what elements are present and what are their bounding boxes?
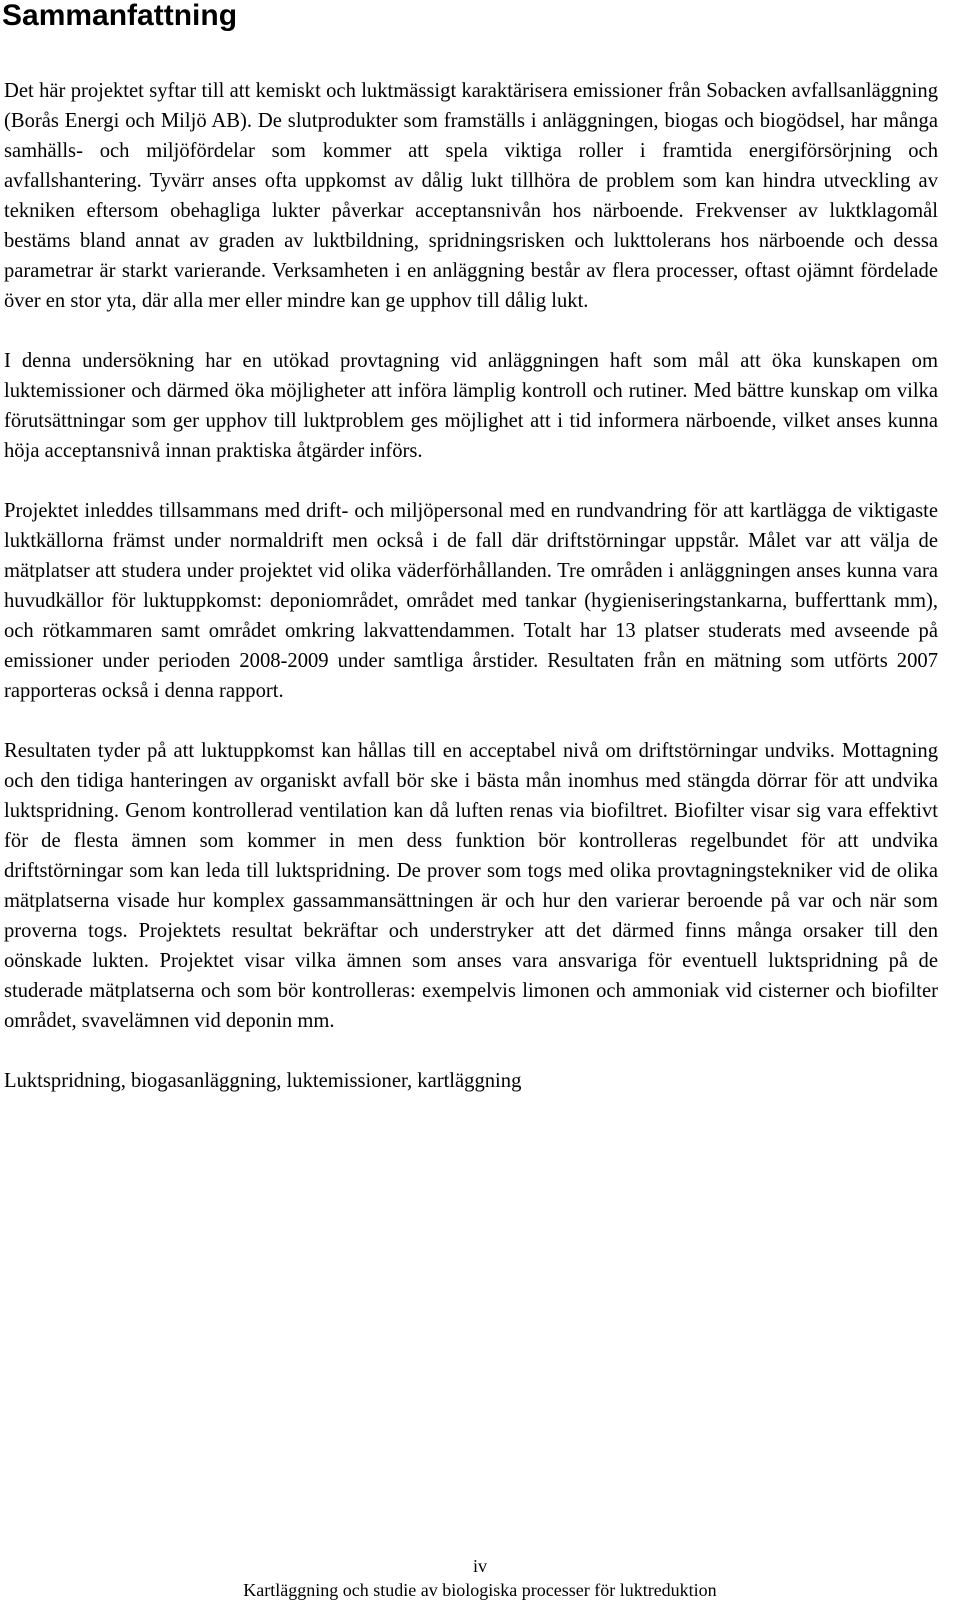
- page-number: iv: [472, 1556, 487, 1576]
- paragraph-investigation: I denna undersökning har en utökad provtagning vid anläggningen haft som mål att öka kunskapen om luktemissioner och därmed öka möjligheter att införa lämplig kontroll och rutiner. Med bättre kunskap om vilka förutsättningar som ger upphov till luktproblem ges möjlighet att i tid informera närboende, vilket anses kunna höja acceptansnivå innan praktiska åtgärder införs.: [4, 350, 938, 462]
- keywords: Luktspridning, biogasanläggning, luktemissioner, kartläggning: [4, 1070, 522, 1092]
- paragraph-results: Resultaten tyder på att luktuppkomst kan hållas till en acceptabel nivå om driftstörningar undviks. Mottagning och den tidiga hanteringen av organiskt avfall bör ske i bästa mån inomhus med stängda dörrar för att undvika luktspridning. Genom kontrollerad ventilation kan då luften renas via biofiltret. Biofilter visar sig vara effektivt för de flesta ämnen som kommer in men dess funktion bör kontrolleras regelbundet för att undvika driftstörningar som kan leda till luktspridning. De prover som togs med olika provtagningstekniker vid de olika mätplatserna visade hur komplex gassammansättningen är och hur den varierar beroende på var och när som proverna togs. Projektets resultat bekräftar och understryker att det därmed finns många orsaker till den oönskade lukten. Projektet visar vilka ämnen som anses vara ansvariga för eventuell luktspridning på de studerade mätplatserna och som bör kontrolleras: exempelvis limonen och ammoniak vid cisterner och biofilter området, svavelämnen vid deponin mm.: [4, 740, 938, 1032]
- paragraph-method: Projektet inleddes tillsammans med drift- och miljöpersonal med en rundvandring för att kartlägga de viktigaste luktkällorna främst under normaldrift men också i de fall där driftstörningar uppstår. Målet var att välja de mätplatser att studera under projektet vid olika väderförhållanden. Tre områden i anläggningen anses kunna vara huvudkällor för luktuppkomst: deponiområdet, området med tankar (hygieniseringstankarna, bufferttank mm), och rötkammaren samt området omkring lakvattendammen. Totalt har 13 platser studerats med avseende på emissioner under perioden 2008-2009 under samtliga årstider. Resultaten från en mätning som utförts 2007 rapporteras också i denna rapport.: [4, 500, 938, 702]
- running-title: Kartläggning och studie av biologiska processer för luktreduktion: [243, 1580, 717, 1600]
- page-title: Sammanfattning: [2, 0, 238, 32]
- paragraph-purpose: Det här projektet syftar till att kemiskt och luktmässigt karaktärisera emissioner från Sobacken avfallsanläggning (Borås Energi och Miljö AB). De slutprodukter som framställs i anläggningen, biogas och biogödsel, har många samhälls- och miljöfördelar som kommer att spela viktiga roller i framtida energiförsörjning och avfallshantering. Tyvärr anses ofta uppkomst av dålig lukt tillhöra de problem som kan hindra utveckling av tekniken eftersom obehagliga lukter påverkar acceptansnivån hos närboende. Frekvenser av luktklagomål bestäms bland annat av graden av luktbildning, spridningsrisken och lukttolerans hos närboende och dessa parametrar är starkt varierande. Verksamheten i en anläggning består av flera processer, oftast ojämnt fördelade över en stor yta, där alla mer eller mindre kan ge upphov till dålig lukt.: [4, 80, 938, 312]
- page-footer: [0, 1554, 960, 1602]
- summary-body: [4, 76, 938, 1126]
